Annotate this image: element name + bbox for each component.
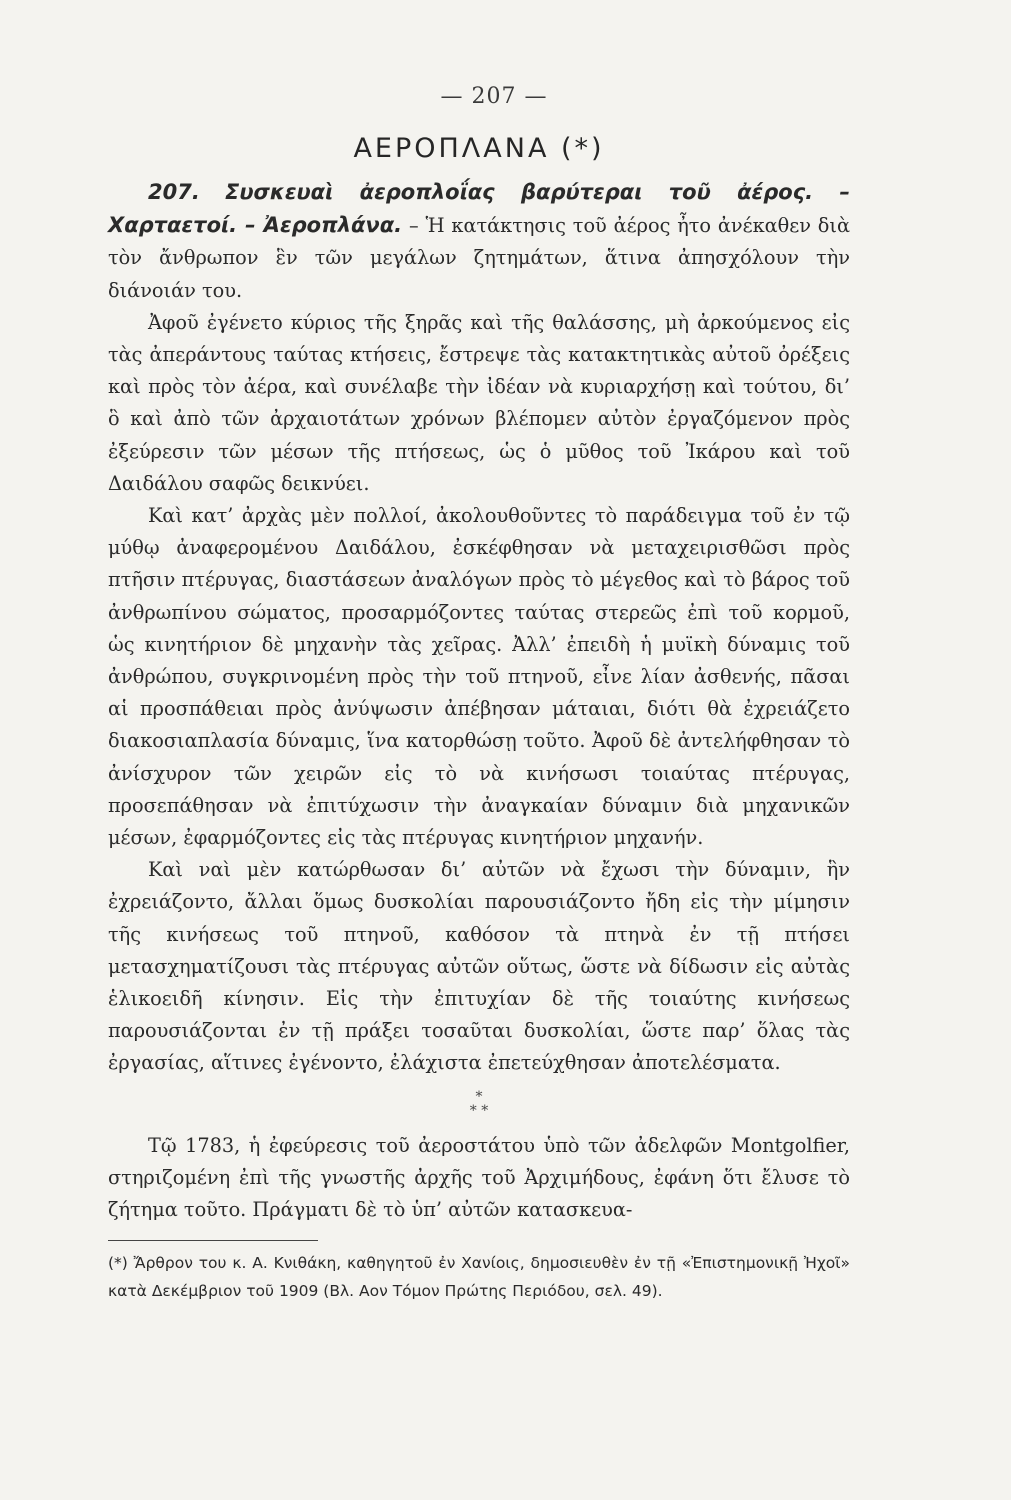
section-number: 207. (148, 180, 200, 204)
section-heading: Συσκευαὶ ἀεροπλοΐας βαρύτεραι τοῦ ἀέρος. – Χαρταετοί. – Ἀεροπλάνα. (108, 180, 850, 238)
footnote-separator (108, 1240, 318, 1241)
asterism-divider (108, 1090, 850, 1118)
asterism-top: * (475, 1088, 483, 1105)
chapter-title: ΑΕΡΟΠΛΑΝΑ (*) (353, 133, 605, 164)
body-paragraph: Καὶ ναὶ μὲν κατώρθωσαν δι’ αὐτῶν νὰ ἔχωσι τὴν δύναμιν, ἣν ἐχρειάζοντο, ἄλλαι ὅμως δυσκολίαι παρουσιάζοντο ἤδη εἰς τὴν μίμησιν τῆς κινήσεως τοῦ πτηνοῦ, καθόσον τὰ πτηνὰ ἐν τῇ πτήσει μετασχηματίζουσι τὰς πτέρυγας αὐτῶν οὕτως, ὥστε νὰ δίδωσιν εἰς αὐτὰς ἑλικοειδῆ κίνησιν. Εἰς τὴν ἐπιτυχίαν δὲ τῆς τοιαύτης κινήσεως παρουσιάζονται ἐν τῇ πράξει τοσαῦται δυσκολίαι, ὥστε παρ’ ὅλας τὰς ἐργασίας, αἵτινες ἐγένοντο, ἐλάχιστα ἐπετεύχθησαν ἀποτελέσματα. (108, 858, 850, 1075)
page-number: — 207 — (440, 84, 548, 109)
asterism-bottom: * * (469, 1102, 489, 1119)
section-opening-paragraph (108, 176, 850, 307)
body-paragraph: Καὶ κατ’ ἀρχὰς μὲν πολλοί, ἀκολουθοῦντες τὸ παράδειγμα τοῦ ἐν τῷ μύθῳ ἀναφερομένου Δαιδάλου, ἐσκέφθησαν νὰ μεταχειρισθῶσι πρὸς πτῆσιν πτέρυγας, διαστάσεων ἀναλόγων πρὸς τὸ μέγεθος καὶ τὸ βάρος τοῦ ἀνθρωπίνου σώματος, προσαρμόζοντες ταύτας στερεῶς ἐπὶ τοῦ κορμοῦ, ὡς κινητήριον δὲ μηχανὴν τὰς χεῖρας. Ἀλλ’ ἐπειδὴ ἡ μυϊκὴ δύναμις τοῦ ἀνθρώπου, συγκρινομένη πρὸς τὴν τοῦ πτηνοῦ, εἶνε λίαν ἀσθενής, πᾶσαι αἱ προσπάθειαι πρὸς ἀνύψωσιν ἀπέβησαν μάταιαι, διότι θὰ ἐχρειάζετο διακοσιαπλασία δύναμις, ἵνα κατορθώσῃ τοῦτο. Ἀφοῦ δὲ ἀντελήφθησαν τὸ ἀνίσχυρον τῶν χειρῶν εἰς τὸ νὰ κινήσωσι τοιαύτας πτέρυγας, προσεπάθησαν νὰ ἐπιτύχωσιν τὴν ἀναγκαίαν δύναμιν διὰ μηχανικῶν μέσων, ἐφαρμόζοντες εἰς τὰς πτέρυγας κινητήριον μηχανήν. (108, 504, 850, 850)
book-page (108, 84, 850, 1414)
body-paragraph: Ἀφοῦ ἐγένετο κύριος τῆς ξηρᾶς καὶ τῆς θαλάσσης, μὴ ἀρκούμενος εἰς τὰς ἀπεράντους ταύτας κτήσεις, ἔστρεψε τὰς κατακτητικὰς αὐτοῦ ὀρέξεις καὶ πρὸς τὸν ἀέρα, καὶ συνέλαβε τὴν ἰδέαν νὰ κυριαρχήσῃ καὶ τούτου, δι’ ὃ καὶ ἀπὸ τῶν ἀρχαιοτάτων χρόνων βλέπομεν αὐτὸν ἐργαζόμενον πρὸς ἐξεύρεσιν τῶν μέσων τῆς πτήσεως, ὡς ὁ μῦθος τοῦ Ἰκάρου καὶ τοῦ Δαιδάλου σαφῶς δεικνύει. (108, 310, 850, 495)
section-intro (108, 176, 850, 307)
footnote: (*) Ἄρθρον του κ. Α. Κνιθάκη, καθηγητοῦ ἐν Χανίοις, δημοσιευθὲν ἐν τῇ «Ἐπιστημονικῇ Ἠχοῖ» κατὰ Δεκέμβριον τοῦ 1909 (Βλ. Αον Τόμον Πρώτης Περιόδου, σελ. 49). (108, 1254, 850, 1301)
body-paragraph: Τῷ 1783, ἡ ἐφεύρεσις τοῦ ἀεροστάτου ὑπὸ τῶν ἀδελφῶν Montgolfier, στηριζομένη ἐπὶ τῆς γνωστῆς ἀρχῆς τοῦ Ἀρχιμήδους, ἐφάνη ὅτι ἔλυσε τὸ ζήτημα τοῦτο. Πράγματι δὲ τὸ ὑπ’ αὐτῶν κατασκευα- (108, 1133, 850, 1222)
section-lead-text: – Ἡ κατάκτησις τοῦ ἀέρος ἦτο ἀνέκαθεν διὰ τὸν ἄνθρωπον ἓν τῶν μεγάλων ζητημάτων, ἅτινα ἀπησχόλουν τὴν διάνοιάν του. (108, 214, 850, 302)
